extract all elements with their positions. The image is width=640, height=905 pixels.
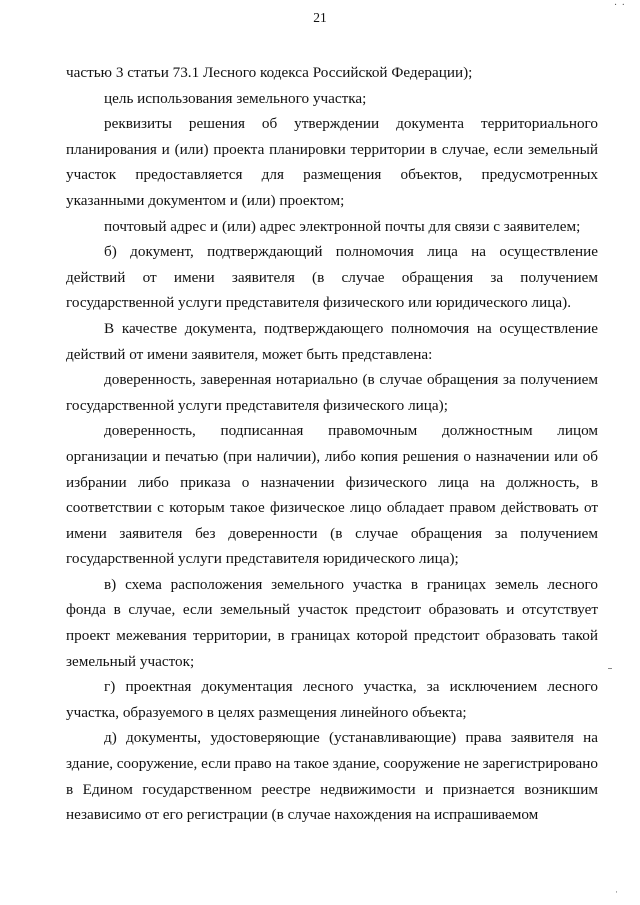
paragraph: доверенность, заверенная нотариально (в случае обращения за получением государственной услуги представителя физического лица); — [66, 371, 598, 414]
document-body — [66, 60, 598, 828]
page-number: 21 — [313, 10, 327, 25]
margin-mark — [608, 668, 612, 669]
paragraph: частью 3 статьи 73.1 Лесного кодекса Российской Федерации); — [66, 64, 473, 81]
paragraph: реквизиты решения об утверждении документа территориального планирования и (или) проекта планировки территории в случае, если земельный участок предоставляется для размещения объектов, предусмотренных указанными документом и (или) проектом; — [66, 115, 598, 209]
paragraph: доверенность, подписанная правомочным должностным лицом организации и печатью (при наличии), либо копия решения о назначении или об избрании либо приказа о назначении физического лица на должность, в соответствии с которым такое физическое лицо обладает правом действовать от имени заявителя без доверенности (в случае обращения за получением государственной услуги представителя юридического лица); — [66, 422, 598, 568]
bottom-scan-mark: · — [615, 887, 618, 897]
paragraph: цель использования земельного участка; — [104, 89, 367, 107]
paragraph: в) схема расположения земельного участка в границах земель лесного фонда в случае, если земельный участок предстоит образовать и отсутствует проект межевания территории, в границах которой предстоит образовать такой земельный участок; — [66, 575, 598, 670]
corner-scan-mark: · · — [613, 0, 626, 11]
paragraph: б) документ, подтверждающий полномочия лица на осуществление действий от имени заявителя (в случае обращения за получением государственной услуги представителя физического или юридического лица). — [66, 243, 598, 312]
paragraph: почтовый адрес и (или) адрес электронной почты для связи с заявителем; — [104, 217, 581, 235]
paragraph: В качестве документа, подтверждающего полномочия на осуществление действий от имени заявителя, может быть представлена: — [66, 319, 598, 363]
paragraph: г) проектная документация лесного участка, за исключением лесного участка, образуемого в целях размещения линейного объекта; — [66, 678, 598, 721]
paragraph: д) документы, удостоверяющие (устанавливающие) права заявителя на здание, сооружение, если право на такое здание, сооружение не зарегистрировано в Едином государственном реестре недвижимости и признается возникшим независимо от его регистрации (в случае нахождения на испрашиваемом — [66, 729, 598, 824]
